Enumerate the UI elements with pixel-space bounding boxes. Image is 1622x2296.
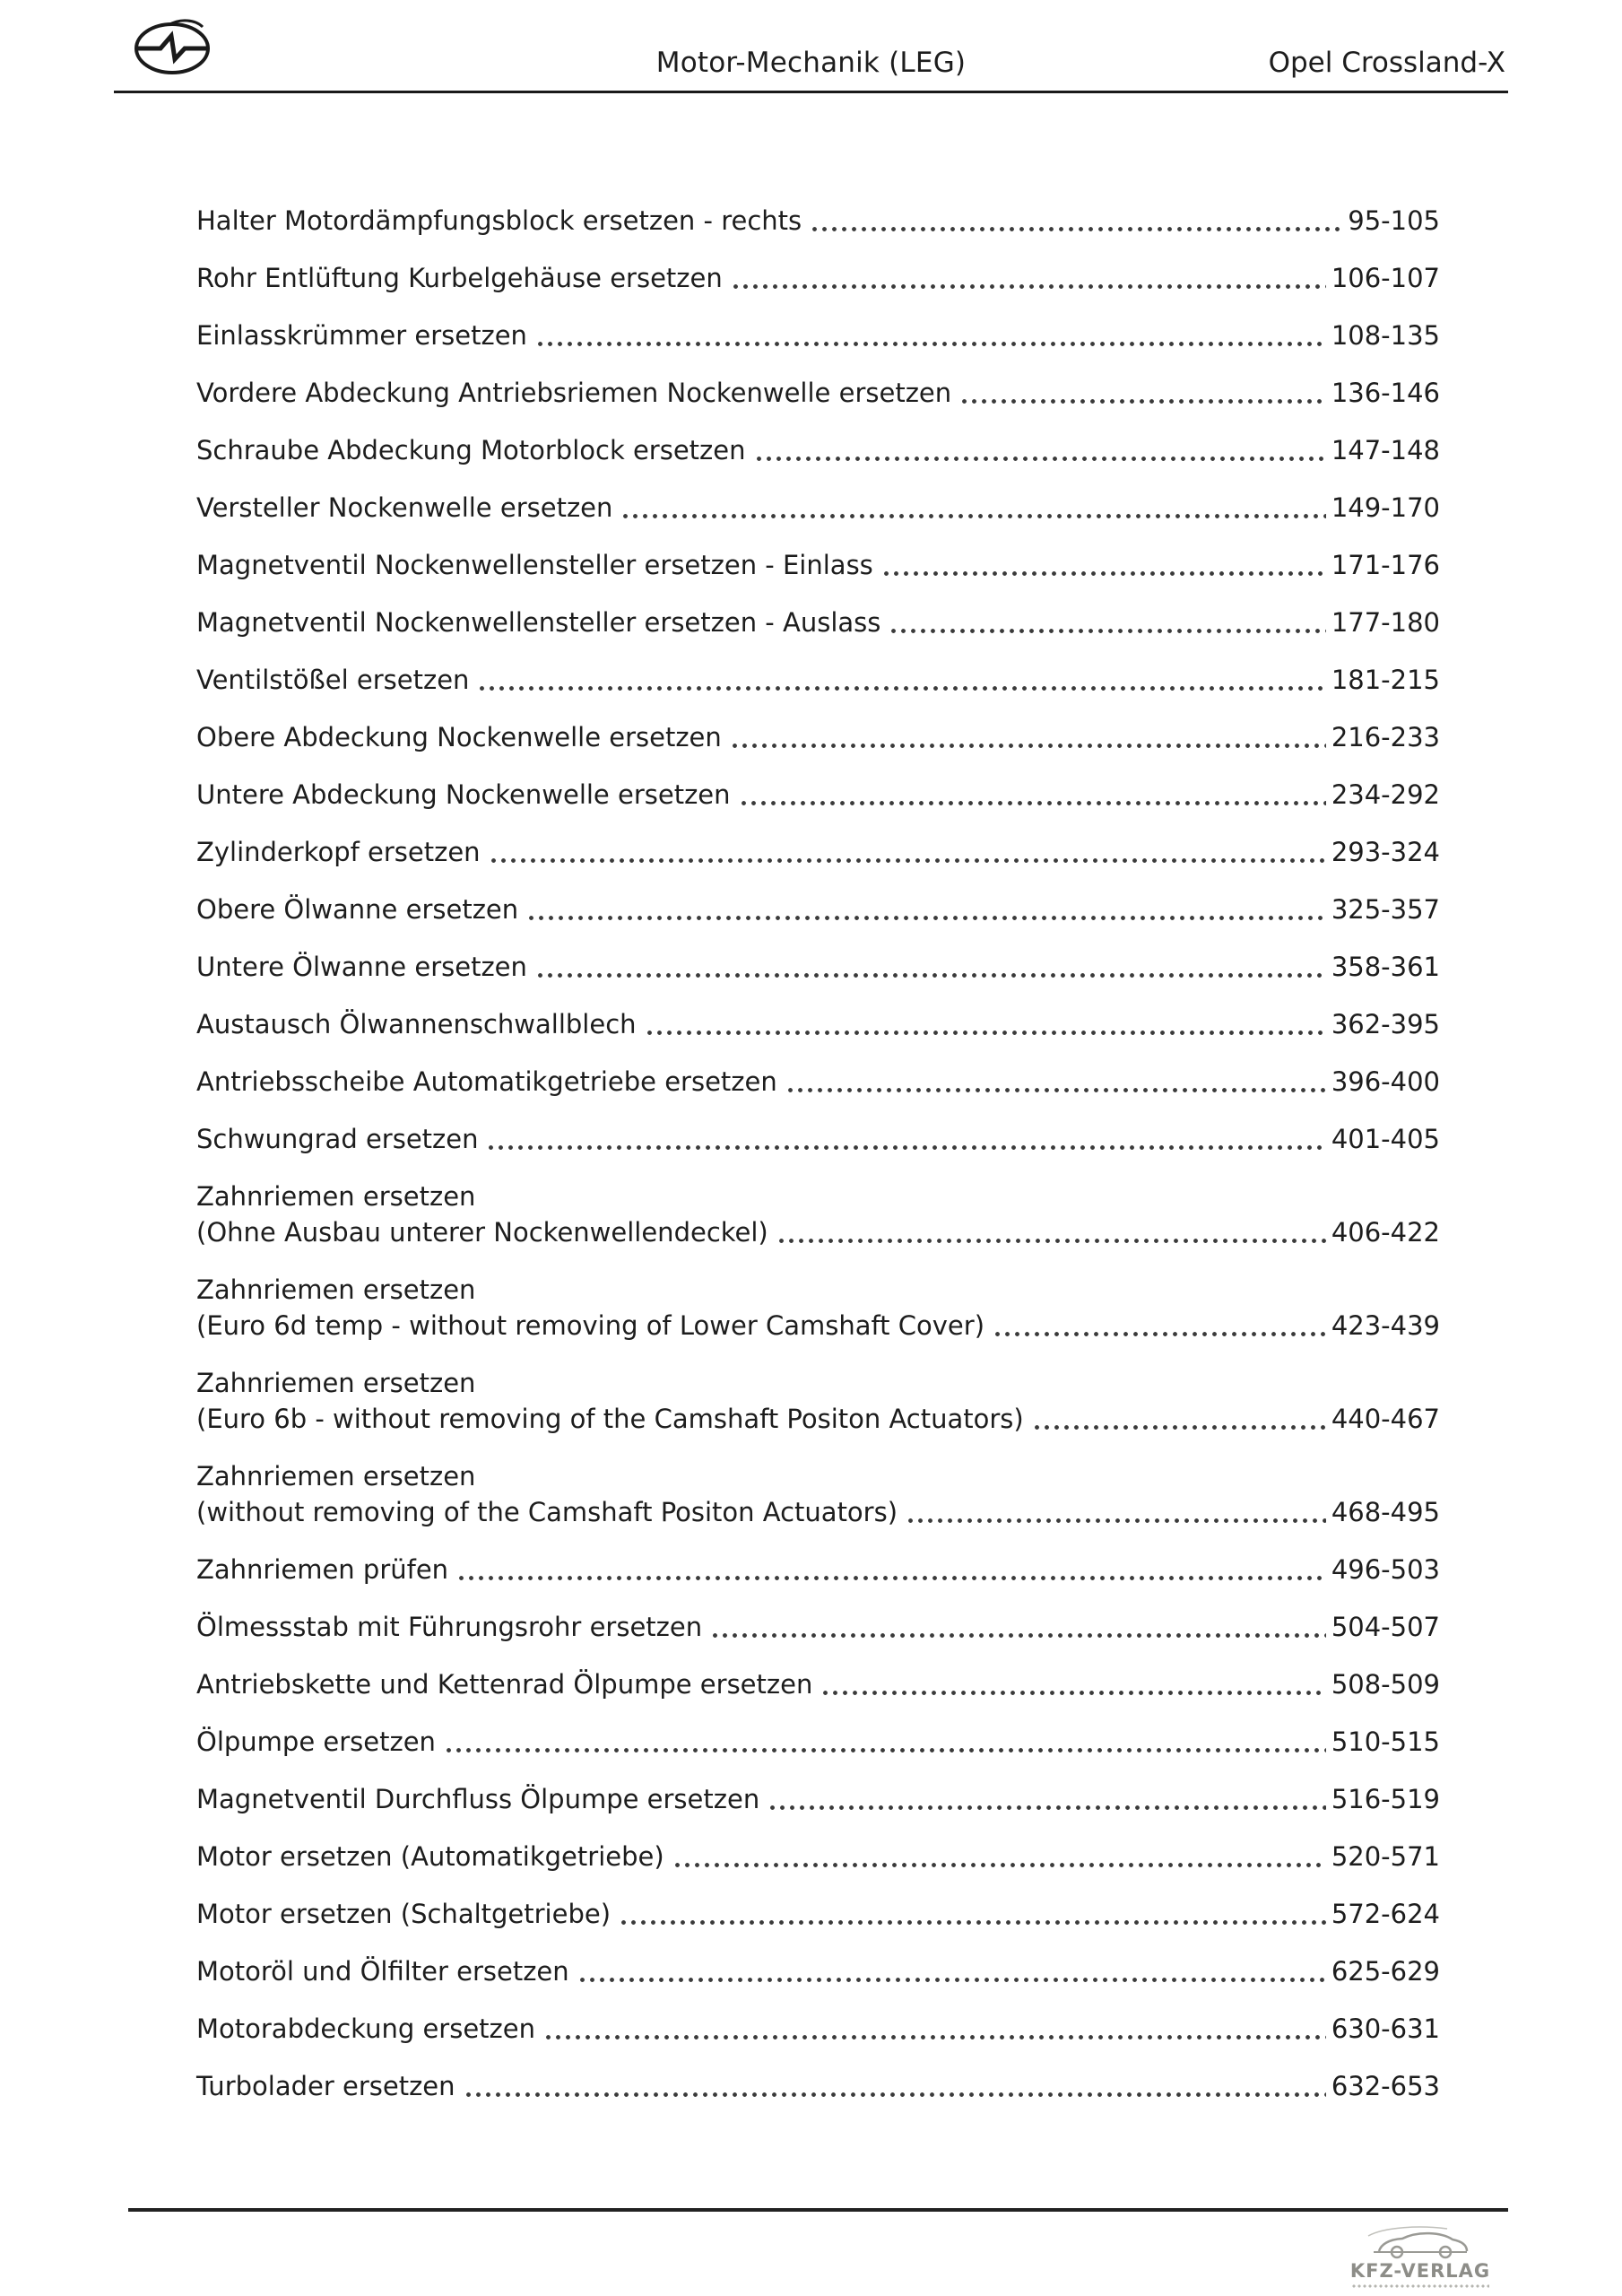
dot-leader-icon — [444, 1747, 1326, 1753]
toc-entry-title: Zahnriemen ersetzen — [196, 1461, 476, 1492]
toc-entry-label: (Euro 6d temp - without removing of Lower Camshaft Cover) — [196, 1310, 985, 1341]
toc-entry — [196, 432, 1440, 468]
toc-entry — [196, 777, 1440, 813]
toc-entry-pages: 216-233 — [1331, 722, 1440, 752]
dot-leader-icon — [993, 1331, 1326, 1337]
dot-leader-icon — [672, 1862, 1326, 1868]
dot-leader-icon — [776, 1238, 1326, 1244]
dot-leader-icon — [731, 283, 1326, 290]
toc-entry — [196, 2068, 1440, 2104]
dot-leader-icon — [1032, 1424, 1326, 1431]
publisher-logo — [1326, 2225, 1514, 2289]
toc-entry-pages: 234-292 — [1331, 779, 1440, 810]
dot-leader-icon — [710, 1632, 1326, 1639]
toc-entry-pages: 440-467 — [1331, 1404, 1440, 1434]
toc-entry — [196, 719, 1440, 755]
toc-entry-pages: 406-422 — [1331, 1217, 1440, 1248]
toc-entry-label: Einlasskrümmer ersetzen — [196, 320, 527, 351]
toc-entry-label: Vordere Abdeckung Antriebsriemen Nockenwelle ersetzen — [196, 378, 952, 408]
toc-entry — [196, 1839, 1440, 1874]
toc-entry — [196, 1458, 1440, 1530]
dot-leader-icon — [820, 1690, 1325, 1696]
toc-entry — [196, 949, 1440, 985]
dot-leader-icon — [456, 1575, 1326, 1581]
dot-leader-icon — [543, 2034, 1326, 2040]
dot-leader-icon — [464, 2092, 1326, 2098]
toc-entry-pages: 510-515 — [1331, 1726, 1440, 1757]
dot-leader-icon — [645, 1030, 1326, 1036]
toc-entry-pages: 147-148 — [1331, 435, 1440, 465]
toc-entry — [196, 1272, 1440, 1344]
toc-entry-pages: 632-653 — [1331, 2071, 1440, 2101]
toc-entry-pages: 136-146 — [1331, 378, 1440, 408]
toc-entry-label: Turbolader ersetzen — [196, 2071, 455, 2101]
toc-entry-title: Zahnriemen ersetzen — [196, 1368, 476, 1398]
toc-list — [196, 203, 1440, 2126]
toc-entry-label: Schraube Abdeckung Motorblock ersetzen — [196, 435, 746, 465]
toc-entry — [196, 375, 1440, 411]
dot-leader-icon — [535, 972, 1326, 978]
toc-entry-label: Obere Abdeckung Nockenwelle ersetzen — [196, 722, 722, 752]
dot-leader-icon — [785, 1087, 1326, 1093]
toc-entry — [196, 1006, 1440, 1042]
toc-entry-title: Zahnriemen ersetzen — [196, 1274, 476, 1305]
toc-entry — [196, 662, 1440, 698]
toc-entry-label: Halter Motordämpfungsblock ersetzen - rechts — [196, 205, 802, 236]
toc-entry — [196, 490, 1440, 526]
toc-entry-pages: 149-170 — [1331, 492, 1440, 523]
toc-entry-label: Versteller Nockenwelle ersetzen — [196, 492, 613, 523]
dot-leader-icon — [881, 570, 1326, 577]
toc-entry-label: Magnetventil Durchfluss Ölpumpe ersetzen — [196, 1784, 760, 1814]
toc-entry-pages: 572-624 — [1331, 1899, 1440, 1929]
footer-rule — [128, 2208, 1508, 2212]
toc-entry-label: Ölpumpe ersetzen — [196, 1726, 436, 1757]
toc-entry-pages: 108-135 — [1331, 320, 1440, 351]
dot-leader-icon — [486, 1144, 1325, 1151]
dot-leader-icon — [768, 1805, 1326, 1811]
dot-leader-icon — [810, 226, 1342, 232]
toc-entry-label: Motorabdeckung ersetzen — [196, 2013, 535, 2044]
dot-leader-icon — [577, 1977, 1326, 1983]
toc-entry-label: Ölmessstab mit Führungsrohr ersetzen — [196, 1612, 703, 1642]
dot-leader-icon — [535, 341, 1326, 347]
toc-entry-pages: 401-405 — [1331, 1124, 1440, 1154]
toc-entry — [196, 1609, 1440, 1645]
toc-entry — [196, 1896, 1440, 1932]
dot-leader-icon — [754, 456, 1326, 462]
toc-entry — [196, 1178, 1440, 1250]
publisher-name: KFZ-VERLAG — [1349, 2260, 1491, 2282]
toc-entry-pages: 423-439 — [1331, 1310, 1440, 1341]
toc-entry — [196, 2011, 1440, 2047]
toc-entry-pages: 520-571 — [1331, 1841, 1440, 1872]
toc-entry-label: Untere Ölwanne ersetzen — [196, 952, 527, 982]
toc-entry — [196, 1121, 1440, 1157]
toc-entry — [196, 1781, 1440, 1817]
toc-entry-label: Ventilstößel ersetzen — [196, 665, 470, 695]
toc-entry-label: Antriebskette und Kettenrad Ölpumpe ersetzen — [196, 1669, 813, 1700]
car-icon — [1366, 2225, 1474, 2261]
toc-entry-label: Magnetventil Nockenwellensteller ersetzen - Auslass — [196, 607, 881, 638]
toc-entry — [196, 1666, 1440, 1702]
toc-entry — [196, 1064, 1440, 1100]
toc-entry-pages: 362-395 — [1331, 1009, 1440, 1039]
toc-entry-pages: 496-503 — [1331, 1554, 1440, 1585]
dot-leader-icon — [730, 743, 1326, 749]
toc-entry — [196, 891, 1440, 927]
dot-leader-icon — [619, 1919, 1326, 1926]
toc-entry — [196, 203, 1440, 239]
toc-entry-pages: 625-629 — [1331, 1956, 1440, 1987]
toc-entry-pages: 325-357 — [1331, 894, 1440, 925]
toc-entry-label: (without removing of the Camshaft Positon Actuators) — [196, 1497, 898, 1527]
toc-entry-title: Zahnriemen ersetzen — [196, 1181, 476, 1212]
dot-leader-icon — [526, 915, 1326, 921]
header-model-title: Opel Crossland-X — [1268, 47, 1505, 79]
toc-entry-label: Schwungrad ersetzen — [196, 1124, 479, 1154]
toc-entry-pages: 181-215 — [1331, 665, 1440, 695]
toc-entry-label: Untere Abdeckung Nockenwelle ersetzen — [196, 779, 731, 810]
toc-entry-pages: 516-519 — [1331, 1784, 1440, 1814]
toc-entry-pages: 468-495 — [1331, 1497, 1440, 1527]
toc-entry — [196, 604, 1440, 640]
toc-entry-pages: 106-107 — [1331, 263, 1440, 293]
toc-entry-pages: 95-105 — [1348, 205, 1440, 236]
toc-entry-label: Magnetventil Nockenwellensteller ersetzen - Einlass — [196, 550, 873, 580]
toc-entry-pages: 171-176 — [1331, 550, 1440, 580]
dot-leader-icon — [906, 1518, 1326, 1524]
toc-entry — [196, 260, 1440, 296]
toc-entry-label: Austausch Ölwannenschwallblech — [196, 1009, 637, 1039]
toc-entry — [196, 317, 1440, 353]
toc-entry-label: Zahnriemen prüfen — [196, 1554, 449, 1585]
toc-entry-pages: 358-361 — [1331, 952, 1440, 982]
toc-entry — [196, 1953, 1440, 1989]
dot-leader-icon — [477, 685, 1325, 691]
toc-entry-pages: 293-324 — [1331, 837, 1440, 867]
toc-entry-label: Rohr Entlüftung Kurbelgehäuse ersetzen — [196, 263, 723, 293]
dot-leader-icon — [489, 857, 1326, 864]
toc-entry-pages: 396-400 — [1331, 1066, 1440, 1097]
toc-entry-label: Zylinderkopf ersetzen — [196, 837, 481, 867]
toc-entry-pages: 504-507 — [1331, 1612, 1440, 1642]
dot-leader-icon — [739, 800, 1326, 806]
toc-entry-label: Obere Ölwanne ersetzen — [196, 894, 519, 925]
dot-leader-icon — [959, 398, 1326, 404]
toc-entry — [196, 1724, 1440, 1760]
toc-entry-pages: 630-631 — [1331, 2013, 1440, 2044]
toc-entry-pages: 177-180 — [1331, 607, 1440, 638]
toc-entry-label: Motor ersetzen (Automatikgetriebe) — [196, 1841, 664, 1872]
header-section-title: Motor-Mechanik (LEG) — [655, 47, 967, 79]
toc-entry-label: (Ohne Ausbau unterer Nockenwellendeckel) — [196, 1217, 768, 1248]
toc-entry-label: Antriebsscheibe Automatikgetriebe ersetzen — [196, 1066, 777, 1097]
toc-entry — [196, 834, 1440, 870]
toc-entry — [196, 547, 1440, 583]
header-rule — [114, 91, 1508, 93]
page-header — [0, 0, 1622, 99]
publisher-tagline — [1351, 2283, 1489, 2289]
toc-entry-label: Motoröl und Ölfilter ersetzen — [196, 1956, 569, 1987]
toc-entry-label: Motor ersetzen (Schaltgetriebe) — [196, 1899, 612, 1929]
dot-leader-icon — [620, 513, 1325, 519]
toc-entry — [196, 1365, 1440, 1437]
toc-entry — [196, 1552, 1440, 1587]
toc-entry-pages: 508-509 — [1331, 1669, 1440, 1700]
toc-entry-label: (Euro 6b - without removing of the Camshaft Positon Actuators) — [196, 1404, 1024, 1434]
dot-leader-icon — [889, 628, 1325, 634]
